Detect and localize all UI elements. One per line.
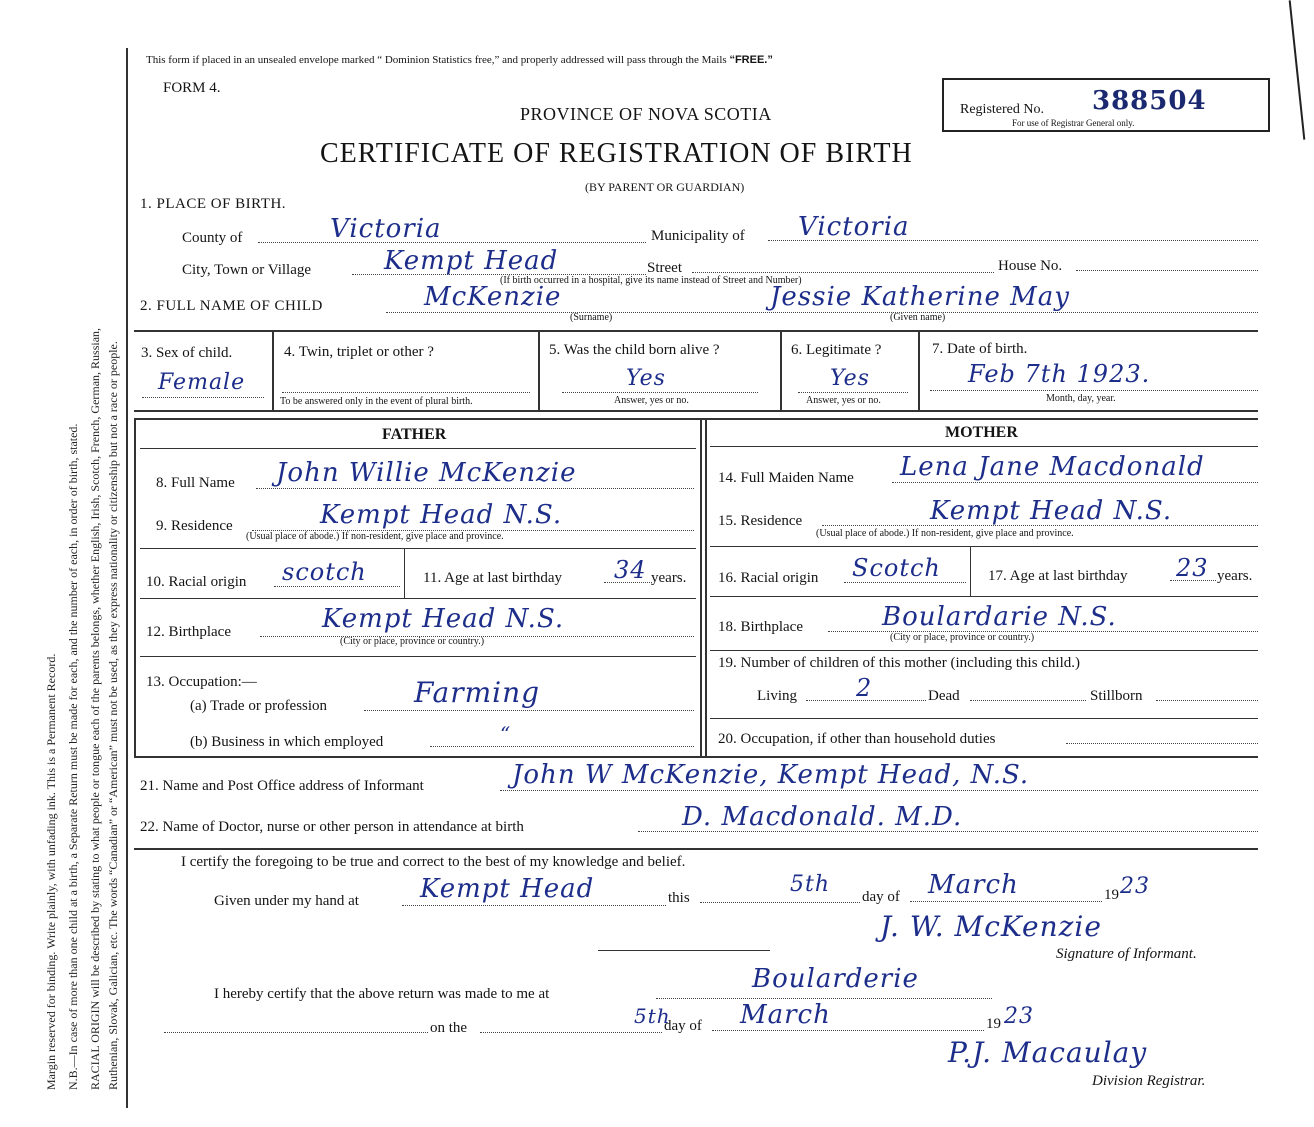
dob-label: 7. Date of birth. [932,341,1028,357]
sex-label: 3. Sex of child. [141,345,233,361]
mother-birthplace-note: (City or place, province or country.) [890,632,1035,643]
father-birthplace-value: Kempt Head N.S. [322,604,565,634]
municipality-value: Victoria [798,212,910,242]
registrar-text: I hereby certify that the above return was made to me at [214,986,550,1002]
alive-value: Yes [626,366,666,391]
reg-year-prefix: 19 [986,1016,1001,1032]
trade-label: (a) Trade or profession [190,698,328,714]
legit-value: Yes [830,366,870,391]
year-value: 23 [1120,874,1150,899]
doctor-value: D. Macdonald. M.D. [682,802,963,832]
father-residence-note: (Usual place of abode.) If non-resident, give place and province. [246,531,504,542]
dob-value: Feb 7th 1923. [968,360,1151,388]
father-age-value: 34 [614,556,647,584]
dob-note: Month, day, year. [1046,393,1116,404]
hospital-note: (If birth occurred in a hospital, give its name instead of Street and Number) [500,275,802,286]
mother-age-label: 17. Age at last birthday [988,568,1128,584]
mother-birthplace-label: 18. Birthplace [718,619,803,635]
informant-label: 21. Name and Post Office address of Informant [140,778,424,794]
twin-label: 4. Twin, triplet or other ? [284,344,434,360]
legit-note: Answer, yes or no. [806,395,881,406]
mother-age-unit: years. [1217,568,1253,584]
reg-day-value: 5th [634,1004,671,1028]
margin-notes [0,0,128,1127]
mother-residence-label: 15. Residence [718,513,803,529]
dead-label: Dead [928,688,960,704]
given-place-value: Kempt Head [420,874,595,904]
postal-note: This form if placed in an unsealed envelope marked “ Dominion Statistics free,” and properly addressed will pass through the Mails “FREE.” [146,54,773,66]
place-heading: 1. PLACE OF BIRTH. [140,196,287,212]
binding-note: Margin reserved for binding. Write plainly, with unfading ink. This is a Permanent Record. [44,653,58,1090]
registrar-place: Boularderie [752,964,919,994]
month-value: March [928,870,1019,900]
sex-value: Female [158,370,246,395]
father-heading: FATHER [382,426,447,443]
father-name-label: 8. Full Name [156,475,235,491]
child-given-value: Jessie Katherine May [770,282,1070,312]
street-label: Street [647,260,682,276]
alive-label: 5. Was the child born alive ? [549,342,720,358]
mother-name-label: 14. Full Maiden Name [718,470,854,486]
surname-caption: (Surname) [570,312,613,323]
registrar-signature: P.J. Macaulay [948,1036,1148,1069]
mother-name-value: Lena Jane Macdonald [900,452,1205,482]
business-label: (b) Business in which employed [190,734,384,750]
day-of-label: day of [862,889,900,905]
father-age-label: 11. Age at last birthday [423,570,562,586]
alive-note: Answer, yes or no. [614,395,689,406]
mother-birthplace-value: Boulardarie N.S. [882,602,1117,632]
nb-note: N.B.—In case of more than one child at a birth, a Separate Return must be made for each, and the number of each, in order of birth, stated. [66,423,80,1090]
this-label: this [668,890,690,906]
registered-label: Registered No. [960,102,1044,117]
father-name-value: John Willie McKenzie [276,458,577,488]
legit-label: 6. Legitimate ? [791,342,882,358]
living-value: 2 [856,674,873,702]
twin-note: To be answered only in the event of plural birth. [280,396,473,407]
registrar-note: For use of Registrar General only. [1012,118,1135,128]
year-prefix: 19 [1104,887,1119,903]
father-racial-value: scotch [282,558,367,586]
page-subtitle: (BY PARENT OR GUARDIAN) [585,180,745,194]
father-occupation-label: 13. Occupation:— [146,674,257,690]
mother-age-value: 23 [1176,554,1209,582]
father-age-unit: years. [651,570,687,586]
informant-value: John W McKenzie, Kempt Head, N.S. [512,760,1030,790]
father-birthplace-label: 12. Birthplace [146,624,231,640]
registration-box [942,78,1270,132]
doctor-label: 22. Name of Doctor, nurse or other person in attendance at birth [140,819,524,835]
page-title: CERTIFICATE OF REGISTRATION OF BIRTH [320,138,913,169]
business-value: “ [500,722,512,746]
registered-number: 388504 [1092,86,1207,116]
city-label: City, Town or Village [182,262,312,278]
day-value: 5th [790,872,831,897]
house-label: House No. [998,258,1063,274]
racial-note-1: RACIAL ORIGIN will be described by stating to what people or tongue each of the parents belongs, whether English, Irish, Scotch, French, German, Russian, [88,327,102,1090]
racial-note-2: Ruthenian, Slovak, Galician, etc. The words “Canadian” or “American” must not be used, as they express nationality or citizenship but not a race or people. [106,341,120,1090]
father-birthplace-note: (City or place, province or country.) [340,636,485,647]
children-label: 19. Number of children of this mother (including this child.) [718,655,1081,671]
reg-day-of-label: day of [664,1018,702,1034]
reg-month-value: March [740,1000,831,1030]
on-the-label: on the [430,1020,468,1036]
mother-heading: MOTHER [945,424,1018,441]
registrar-caption: Division Registrar. [1092,1073,1206,1089]
form-number: FORM 4. [163,80,221,96]
informant-signature: J. W. McKenzie [880,910,1102,943]
given-caption: (Given name) [890,312,946,323]
child-surname-value: McKenzie [424,282,562,312]
father-racial-label: 10. Racial origin [146,574,247,590]
mother-occupation-label: 20. Occupation, if other than household duties [718,731,996,747]
stillborn-label: Stillborn [1090,688,1143,704]
county-value: Victoria [330,214,442,244]
mother-racial-value: Scotch [852,554,941,582]
city-value: Kempt Head [384,246,559,276]
child-name-label: 2. FULL NAME OF CHILD [140,298,323,314]
corner-stroke [1289,0,1306,139]
municipality-label: Municipality of [651,228,745,244]
mother-residence-note: (Usual place of abode.) If non-resident, give place and province. [816,528,1074,539]
informant-caption: Signature of Informant. [1056,946,1197,962]
county-label: County of [182,230,243,246]
mother-residence-value: Kempt Head N.S. [930,496,1173,526]
mother-racial-label: 16. Racial origin [718,570,819,586]
father-residence-value: Kempt Head N.S. [320,500,563,530]
given-label: Given under my hand at [214,893,359,909]
province-title: PROVINCE OF NOVA SCOTIA [520,104,772,124]
margin-rule [126,48,128,1108]
reg-year-value: 23 [1004,1004,1034,1029]
living-label: Living [757,688,797,704]
certify-text: I certify the foregoing to be true and correct to the best of my knowledge and belief. [181,854,686,870]
trade-value: Farming [414,676,541,709]
father-residence-label: 9. Residence [156,518,233,534]
